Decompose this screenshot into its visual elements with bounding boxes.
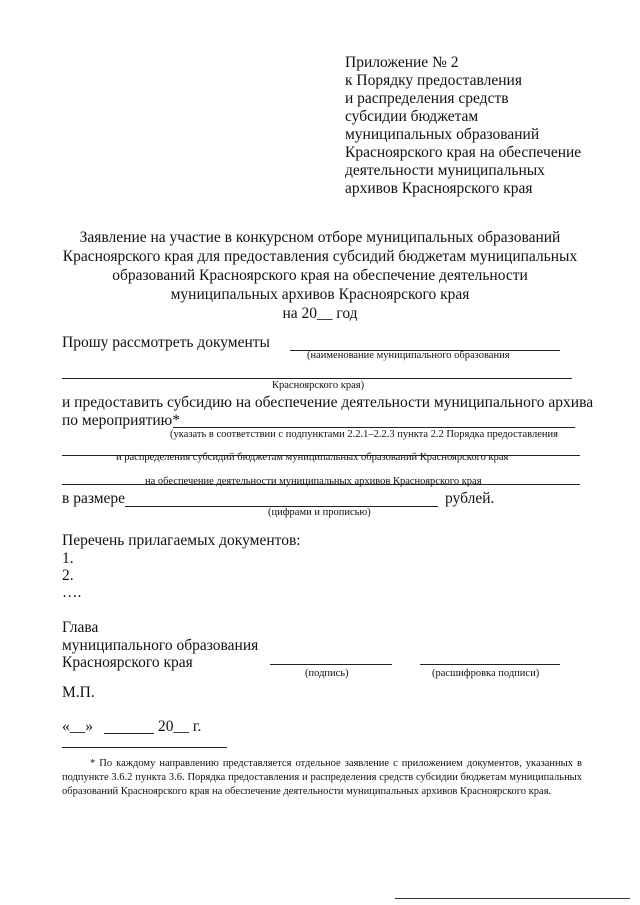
doc-item: 2. [62,567,74,584]
appendix-line: Красноярского края на обеспечение [345,144,582,161]
amount-unit: рублей. [445,490,495,507]
date-year: 20__ г. [158,718,202,735]
footnote-separator [62,747,227,748]
page-bottom-rule [395,898,630,899]
signer-line: Красноярского края [62,654,193,671]
title-line: образований Красноярского края на обеспечение деятельности [112,267,528,284]
title-line: муниципальных архивов Красноярского края [170,286,470,303]
amount-label: в размере [62,490,126,507]
amount-hint: (цифрами и прописью) [268,507,371,518]
appendix-line: Приложение № 2 [345,54,459,71]
appendix-line: деятельности муниципальных [345,162,545,179]
appendix-line: к Порядку предоставления [345,72,522,89]
request-text: Прошу рассмотреть документы [62,334,270,351]
title-line: Заявление на участие в конкурсном отборе муниципальных образований [79,229,561,246]
title-line: Красноярского края для предоставления субсидий бюджетам муниципальных [62,248,578,265]
activity-field[interactable] [173,427,575,428]
appendix-line: и распределения средств [345,90,509,107]
title-line: на 20__ год [282,305,358,322]
activity-hint-3: на обеспечение деятельности муниципальных архивов Красноярского края [145,476,482,487]
docs-heading: Перечень прилагаемых документов: [62,532,301,549]
decoding-hint: (расшифровка подписи) [432,668,540,679]
appendix-header [345,54,581,198]
signature-hint: (подпись) [305,668,349,679]
region-hint: Красноярского края) [272,380,365,391]
decoding-field[interactable] [420,664,560,665]
date-day: «__» [62,718,93,735]
stamp-label: М.П. [62,684,95,701]
municipality-name-field-2[interactable] [62,378,572,379]
document-title [0,228,640,323]
subsidy-text-line1: и предоставить субсидию на обеспечение деятельности муниципального архива [62,394,594,411]
activity-hint-1: (указать в соответствии с подпунктами 2.2.1–2.2.3 пункта 2.2 Порядка предоставления [170,429,558,440]
signer-line: Глава [62,619,99,636]
footnote-text: * По каждому направлению представляется отдельное заявление с приложением документов, указанных в подпункте 3.6.2 пункта 3.6. Порядка предоставления и распределения средств субсидии бюджетам муниципальных образований Красноярского края на обеспечение деятельности муниципальных архивов Красноярского края. [62,758,582,797]
signer-line: муниципального образования [62,637,259,654]
signature-field[interactable] [270,664,392,665]
subsidy-text-line2: по мероприятию* [62,412,180,429]
activity-hint-2: и распределения субсидий бюджетам муниципальных образований Красноярского края [116,452,509,463]
appendix-line: архивов Красноярского края [345,180,533,197]
doc-item: 1. [62,550,74,567]
municipality-hint: (наименование муниципального образования [307,350,510,361]
date-month-field[interactable] [104,733,154,734]
doc-item: …. [62,584,82,601]
appendix-line: муниципальных образований [345,126,540,143]
appendix-line: субсидии бюджетам [345,108,479,125]
